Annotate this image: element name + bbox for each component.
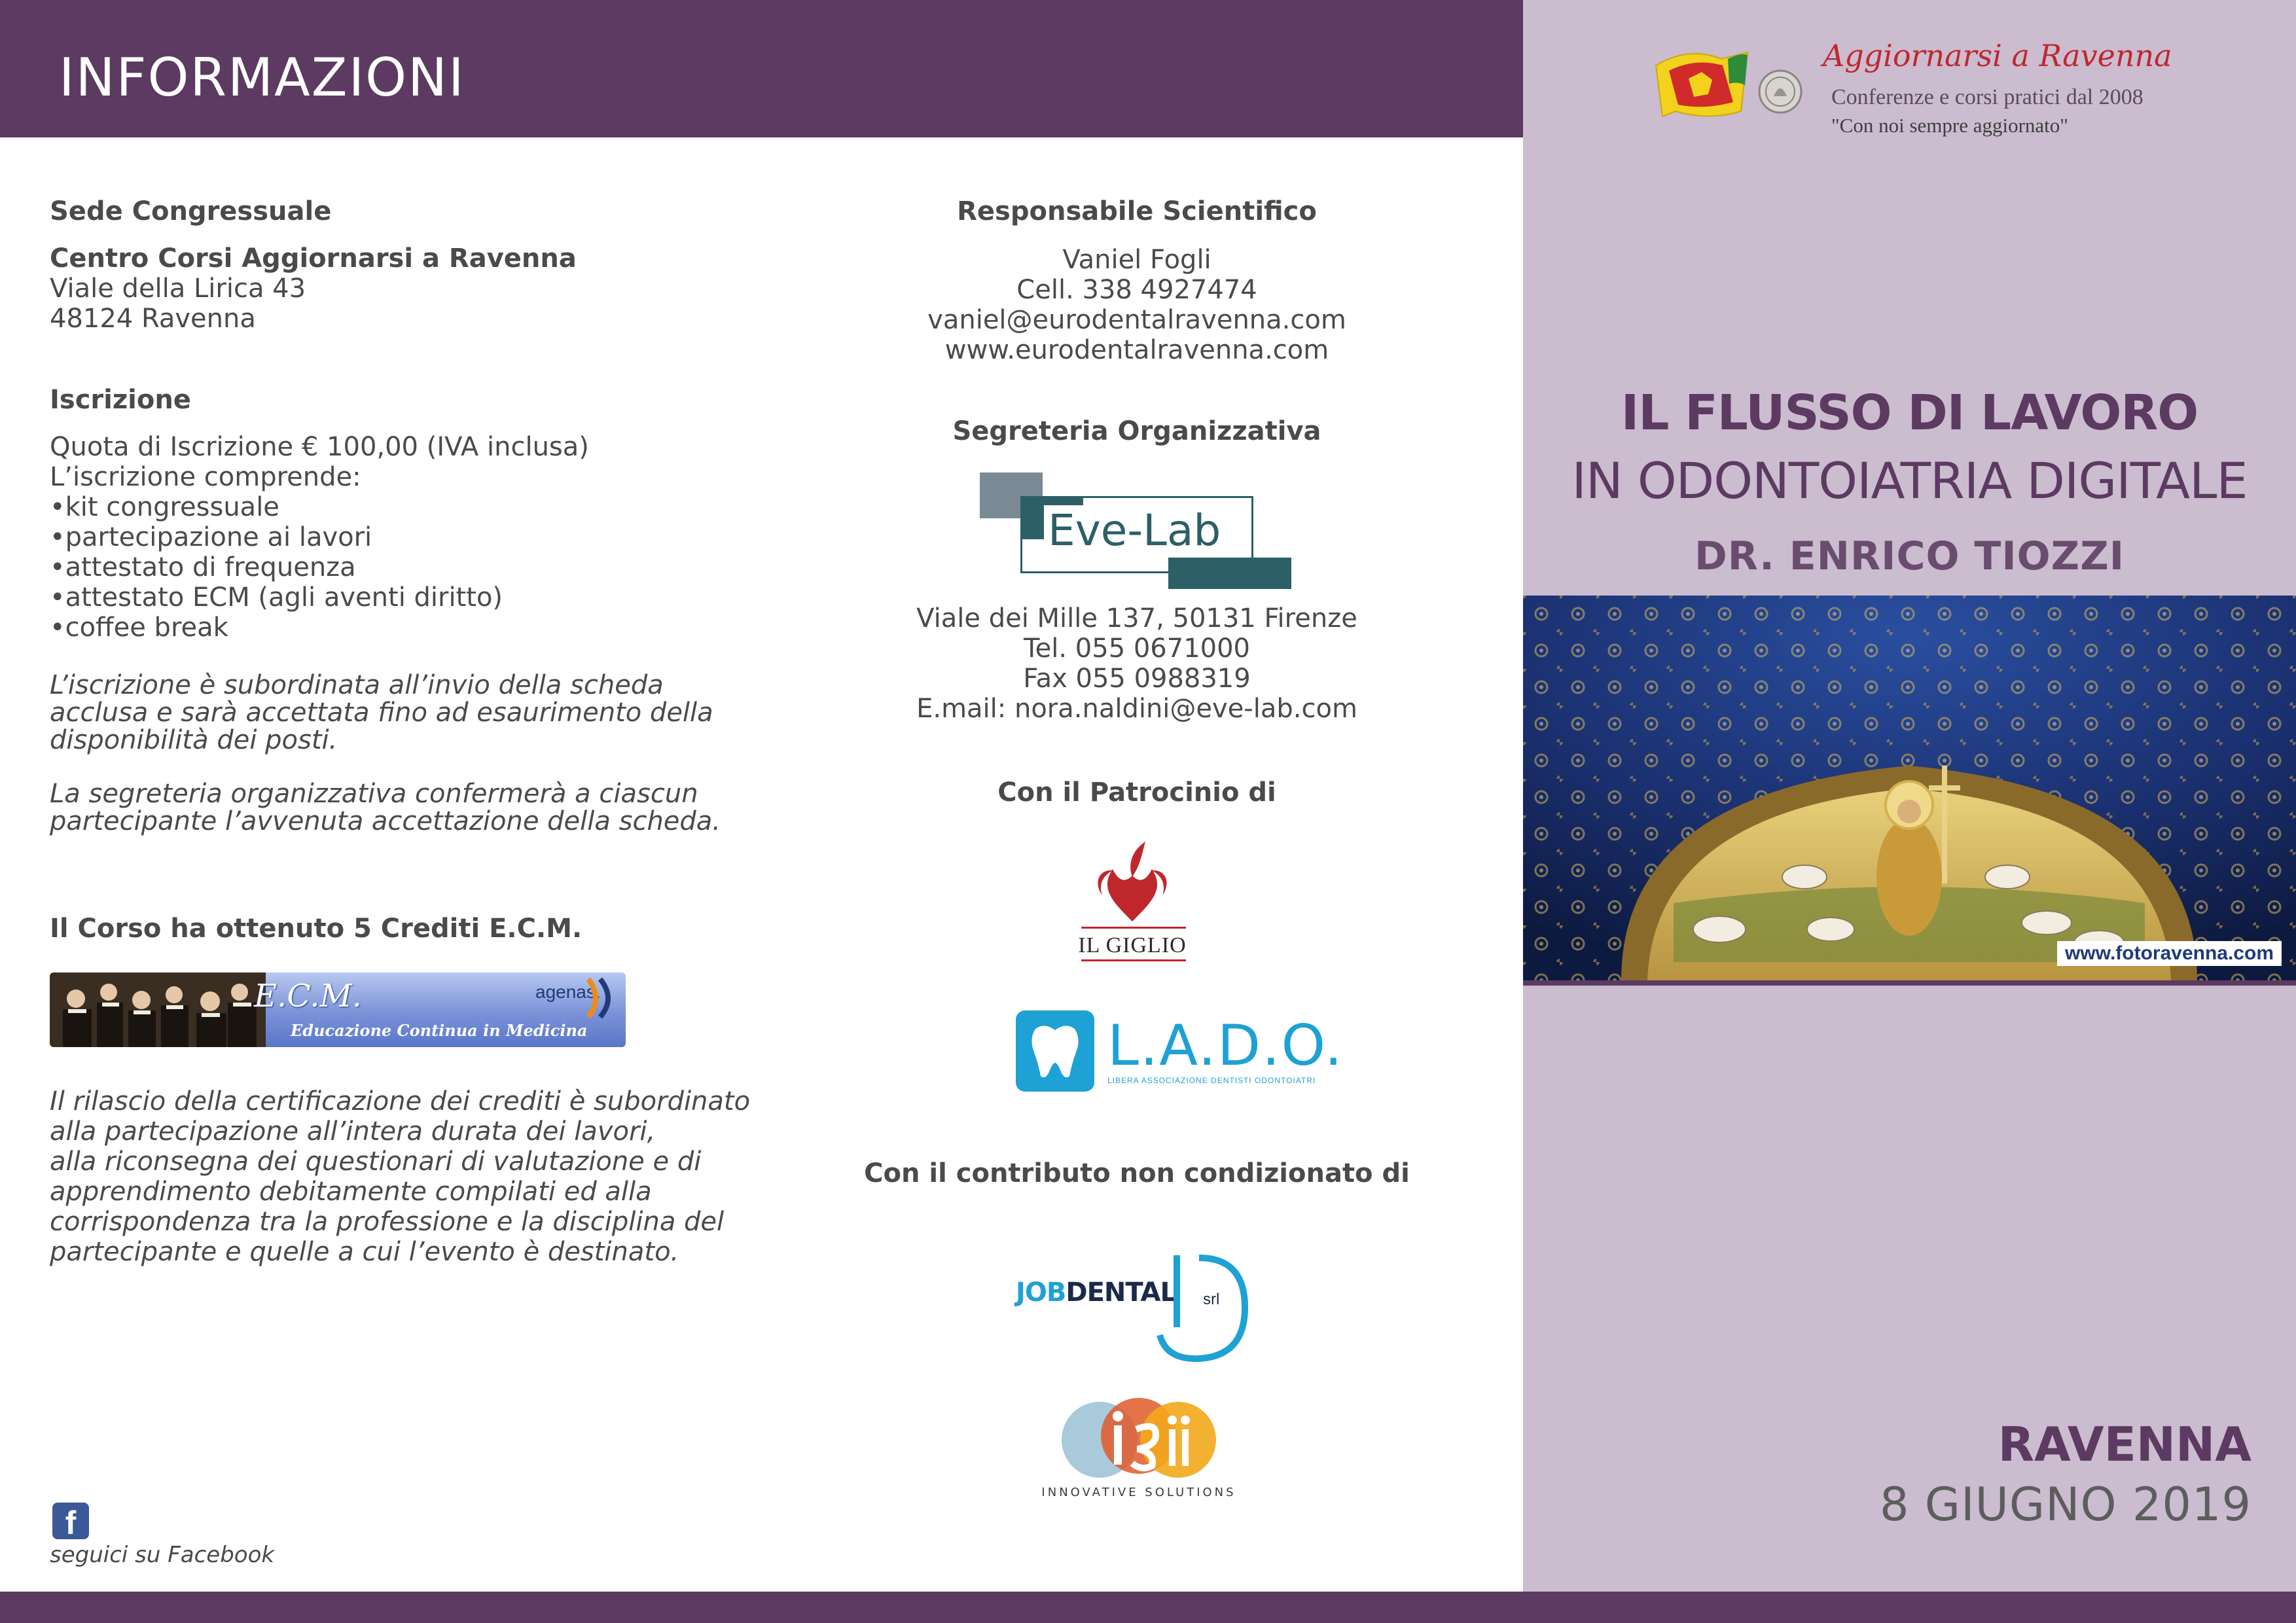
- speaker-name: DR. ENRICO TIOZZI: [1694, 533, 2125, 579]
- certification-line: corrispondenza tra la professione e la disciplina del: [50, 1207, 725, 1237]
- photo-divider: [1523, 980, 2296, 986]
- scientific-email-link[interactable]: vaniel@eurodentalravenna.com: [927, 305, 1346, 335]
- ravenna-flag-icon: [1649, 39, 1754, 124]
- ecm-banner-title: E.C.M.: [254, 978, 362, 1014]
- registration-note-line: L’iscrizione è subordinata all’invio della scheda: [50, 670, 664, 700]
- tooth-shape-icon: [1016, 1010, 1094, 1092]
- evelab-bar: [1168, 558, 1291, 589]
- agenas-label: agenas.: [535, 982, 601, 1002]
- organizer-motto: "Con noi sempre aggiornato": [1831, 114, 2068, 137]
- isi-circles-icon: [1041, 1393, 1237, 1484]
- course-title-line2: IN ODONTOIATRIA DIGITALE: [1571, 452, 2248, 510]
- patronage-heading: Con il Patrocinio di: [997, 777, 1276, 808]
- secretariat-email-link[interactable]: E.mail: nora.naldini@eve-lab.com: [916, 694, 1357, 724]
- venue-name: Centro Corsi Aggiornarsi a Ravenna: [50, 243, 577, 274]
- scientific-heading: Responsabile Scientifico: [957, 196, 1317, 226]
- facebook-icon[interactable]: f: [52, 1503, 89, 1539]
- scientific-contact-line: Vaniel Fogli: [1062, 245, 1211, 275]
- mosaic-image: [1523, 596, 2296, 980]
- photo-credit: www.fotoravenna.com: [2057, 941, 2282, 966]
- registration-includes-label: L’iscrizione comprende:: [50, 462, 361, 492]
- tooth-icon: [1016, 1010, 1094, 1092]
- mosaic-photo: [1523, 596, 2296, 980]
- contribution-heading: Con il contributo non condizionato di: [864, 1158, 1410, 1188]
- venue-address: Viale della Lirica 43: [50, 274, 306, 304]
- ecm-banner: [50, 972, 626, 1047]
- certification-line: alla riconsegna dei questionari di valutazione e di: [50, 1147, 702, 1177]
- lado-wordmark: L.A.D.O.: [1107, 1013, 1344, 1079]
- footer-band: [0, 1592, 2296, 1623]
- secretariat-contact-line: Tel. 055 0671000: [1024, 633, 1250, 664]
- certification-line: partecipante e quelle a cui l’evento è destinato.: [50, 1237, 679, 1267]
- ecm-banner-subtitle: Educazione Continua in Medicina: [291, 1021, 588, 1040]
- jobdental-dental: DENTAL: [1066, 1277, 1177, 1308]
- includes-item: •kit congressuale: [50, 492, 279, 522]
- il-giglio-logo: [1073, 836, 1204, 961]
- secretariat-contact-line: Fax 055 0988319: [1023, 664, 1251, 694]
- ecm-painting-image: [50, 972, 266, 1047]
- secretariat-contact-line: Viale dei Mille 137, 50131 Firenze: [916, 603, 1357, 633]
- course-title-line1: IL FLUSSO DI LAVORO: [1621, 385, 2198, 441]
- jobdental-job: JOB: [1016, 1277, 1066, 1308]
- includes-item: •coffee break: [50, 613, 228, 643]
- certification-line: alla partecipazione all’intera durata dei lavori,: [50, 1116, 656, 1147]
- jobdental-arc-icon: [1147, 1249, 1265, 1366]
- giglio-rule: [1081, 927, 1186, 929]
- isi-logo: [1041, 1393, 1237, 1504]
- giglio-rule: [1081, 959, 1186, 961]
- secretariat-heading: Segreteria Organizzativa: [952, 416, 1321, 446]
- includes-item: •attestato di frequenza: [50, 552, 356, 582]
- registration-note-line: disponibilità dei posti.: [50, 725, 338, 755]
- certification-line: Il rilascio della certificazione dei crediti è subordinato: [50, 1086, 751, 1116]
- event-city: RAVENNA: [1998, 1417, 2251, 1472]
- includes-item: •attestato ECM (agli aventi diritto): [50, 582, 503, 613]
- lily-icon: [1073, 836, 1191, 928]
- registration-heading: Iscrizione: [50, 385, 191, 415]
- event-date: 8 GIUGNO 2019: [1879, 1478, 2251, 1531]
- organizer-logo: [1649, 33, 2173, 151]
- facebook-link[interactable]: seguici su Facebook: [50, 1542, 275, 1568]
- confirmation-note-line: partecipante l’avvenuta accettazione della scheda.: [50, 806, 721, 836]
- evelab-wordmark: Eve-Lab: [1044, 505, 1225, 556]
- venue-heading: Sede Congressuale: [50, 196, 332, 226]
- header-band: [0, 0, 1523, 137]
- evelab-logo: [980, 473, 1291, 590]
- jobdental-srl: srl: [1203, 1291, 1220, 1308]
- jobdental-logo: [1016, 1249, 1265, 1366]
- organizer-tagline: Conferenze e corsi pratici dal 2008: [1831, 85, 2144, 109]
- organizer-name: Aggiornarsi a Ravenna: [1823, 38, 2172, 73]
- venue-city: 48124 Ravenna: [50, 304, 256, 334]
- confirmation-note-line: La segreteria organizzativa confermerà a ciascun: [50, 779, 698, 809]
- page-title: INFORMAZIONI: [59, 47, 465, 108]
- lado-logo: [1016, 1010, 1344, 1096]
- scientific-contact-line: Cell. 338 4927474: [1016, 275, 1257, 305]
- registration-fee: Quota di Iscrizione € 100,00 (IVA inclusa): [50, 432, 589, 462]
- includes-item: •partecipazione ai lavori: [50, 522, 372, 552]
- certification-line: apprendimento debitamente compilati ed alla: [50, 1177, 652, 1207]
- scientific-website-link[interactable]: www.eurodentalravenna.com: [944, 335, 1329, 365]
- lado-fullname: LIBERA ASSOCIAZIONE DENTISTI ODONTOIATRI: [1107, 1076, 1316, 1085]
- agenas-logo-icon: [583, 975, 622, 1021]
- seal-icon: [1757, 69, 1803, 115]
- registration-note-line: acclusa e sarà accettata fino ad esaurimento della: [50, 698, 713, 728]
- credits-heading: Il Corso ha ottenuto 5 Crediti E.C.M.: [50, 914, 583, 944]
- isi-caption: INNOVATIVE SOLUTIONS: [1041, 1486, 1236, 1499]
- giglio-wordmark: IL GIGLIO: [1078, 933, 1187, 957]
